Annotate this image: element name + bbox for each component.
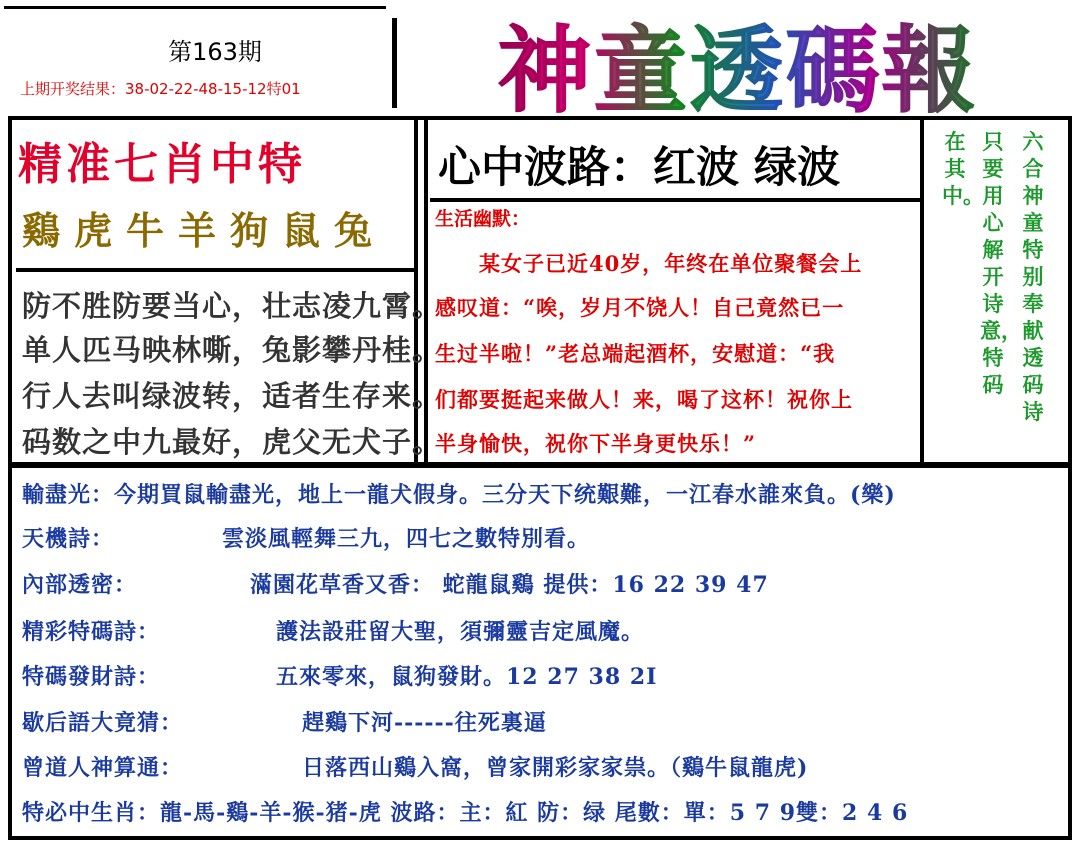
row-label: 特碼發財詩： <box>22 664 161 690</box>
humor-line: 生过半啦！”老总端起酒杯，安慰道：“我 <box>435 341 836 366</box>
bottom-row <box>22 478 896 509</box>
row-label: 特必中生肖： <box>22 800 161 826</box>
last-result: 上期开奖结果：38-02-22-48-15-12特01 <box>20 80 301 98</box>
bottom-panel-frame <box>8 462 1072 840</box>
vertical-poem-col2: 只要用心解开诗意，特码 <box>980 129 1022 397</box>
vertical-poem-col1: 六合神童特别奉献透码诗 <box>1022 129 1044 424</box>
left-divider <box>16 268 416 272</box>
bottom-row <box>22 522 114 553</box>
poem-line: 行人去叫绿波转，适者生存来。 <box>22 379 443 413</box>
wave-heading: 心中波路：红波 绿波 <box>438 143 840 193</box>
bottom-row <box>22 751 183 782</box>
row-label: 精彩特碼詩： <box>22 619 161 645</box>
humor-title: 生活幽默： <box>435 208 531 230</box>
humor-line: 们都要挺起来做人！来，喝了这杯！祝你上 <box>435 387 853 412</box>
bottom-row <box>22 796 908 827</box>
row-label: 歇后語大竟猜： <box>22 710 184 736</box>
row-value: 五來零來，鼠狗發財。12 27 38 2I <box>276 664 658 690</box>
row-value: 雲淡風輕舞三九，四七之數特別看。 <box>222 526 591 552</box>
wave-underline <box>430 198 920 202</box>
poem-line: 单人匹马映林嘶，兔影攀丹桂。 <box>22 333 443 367</box>
bottom-row <box>22 706 183 737</box>
bottom-row <box>22 615 160 646</box>
row-value: 護法設莊留大聖，須彌靈吉定風魔。 <box>276 619 645 645</box>
poem-line: 防不胜防要当心，壮志凌九霄。 <box>22 289 443 323</box>
row-value: 滿園花草香又香： 蛇龍鼠鷄 提供：16 22 39 47 <box>250 572 769 598</box>
masthead <box>455 6 1020 126</box>
row-value: 今期買鼠輸盡光，地上一龍犬假身。三分天下统艱難，一江春水誰來負。(樂) <box>114 482 896 508</box>
row-value: 龍-馬-鷄-羊-猴-猪-虎 波路：主：紅 防：绿 尾數：單：5 7 9雙：2 4 6 <box>160 800 909 826</box>
seven-zodiac-title: 精准七肖中特 <box>18 139 306 190</box>
row-value: 趕鷄下河------往死裏逼 <box>302 710 547 736</box>
vertical-poem-col3: 在其中。 <box>942 129 984 208</box>
row-label: 天機詩： <box>22 526 115 552</box>
row-label: 曾道人神算通： <box>22 755 184 781</box>
humor-line: 某女子已近40岁，年终在单位聚餐会上 <box>435 251 863 276</box>
zodiac-list: 鷄虎牛羊狗鼠兔 <box>22 209 387 253</box>
masthead-title: 神童透碼報 <box>497 0 977 130</box>
row-value: 日落西山鷄入窩，曾家開彩家家祟。（鷄牛鼠龍虎) <box>302 755 809 781</box>
header-underline <box>4 6 386 9</box>
header-divider <box>392 18 397 108</box>
issue-number: 第163期 <box>168 38 262 66</box>
humor-line: 半身愉快，祝你下半身更快乐！” <box>435 431 757 456</box>
row-label: 內部透密： <box>22 572 138 598</box>
row-label: 輸盡光： <box>22 482 115 508</box>
bottom-row <box>22 660 160 691</box>
bottom-row <box>22 568 137 599</box>
humor-line: 感叹道：“唉，岁月不饶人！自己竟然已一 <box>435 295 845 320</box>
poem-line: 码数之中九最好，虎父无犬子。 <box>22 425 443 459</box>
